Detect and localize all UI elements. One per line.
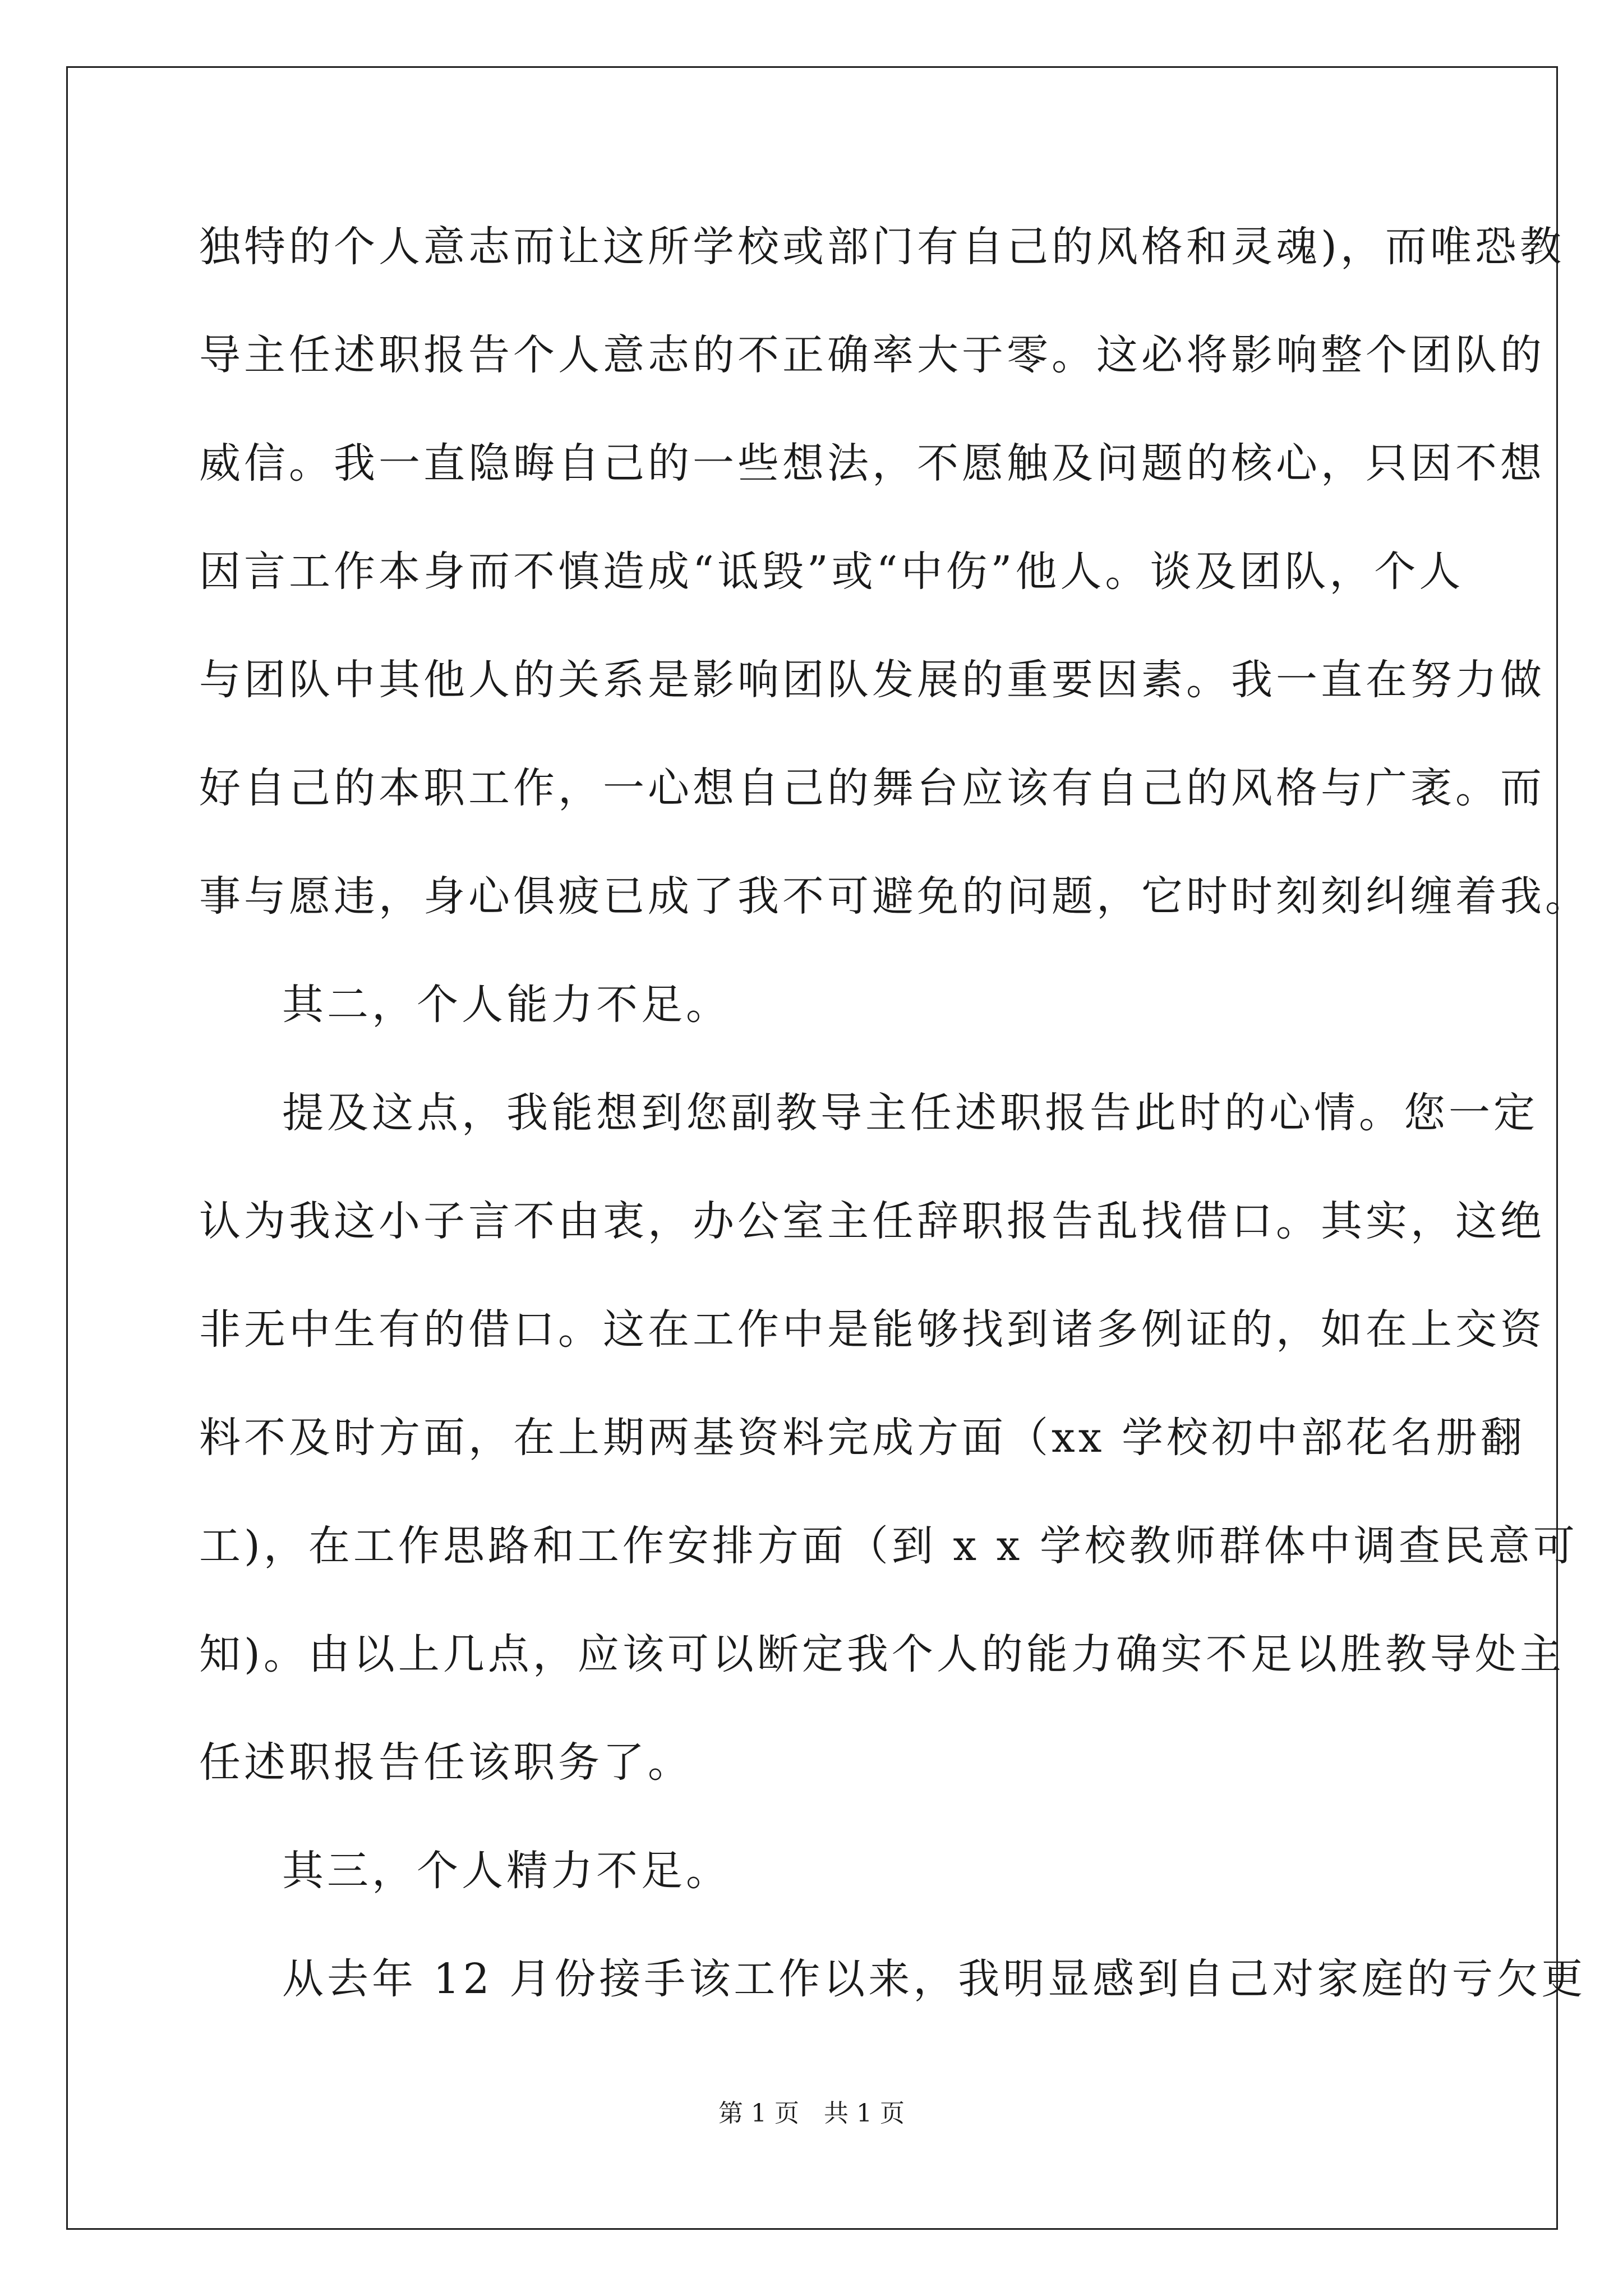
section-heading: 其二，个人能力不足。 [282,981,731,1029]
text-line: 知)。由以上几点，应该可以断定我个人的能力确实不足以胜教导处主 [199,1630,1565,1678]
section-heading: 其三，个人精力不足。 [282,1847,731,1895]
text-line: 导主任述职报告个人意志的不正确率大于零。这必将影响整个团队的 [199,331,1545,379]
page-total: 共 1 页 [824,2099,905,2128]
text-line: 因言工作本身而不慎造成“诋毁”或“中伤”他人。谈及团队，个人 [199,547,1464,596]
paragraph-start: 从去年 12 月份接手该工作以来，我明显感到自己对家庭的亏欠更 [282,1955,1587,2003]
text-line: 任述职报告任该职务了。 [199,1738,693,1787]
text-line: 工)，在工作思路和工作安排方面（到 x x 学校教师群体中调查民意可 [199,1522,1578,1570]
page-footer [0,2097,1623,2131]
text-line: 好自己的本职工作，一心想自己的舞台应该有自己的风格与广袤。而 [199,764,1545,812]
text-line: 料不及时方面，在上期两基资料完成方面（xx 学校初中部花名册翻 [199,1414,1525,1462]
text-line: 认为我这小子言不由衷，办公室主任辞职报告乱找借口。其实，这绝 [199,1197,1545,1245]
text-line: 事与愿违，身心俱疲已成了我不可避免的问题，它时时刻刻纠缠着我。 [199,872,1590,921]
paragraph-start: 提及这点，我能想到您副教导主任述职报告此时的心情。您一定 [282,1089,1538,1137]
text-line: 威信。我一直隐晦自己的一些想法，不愿触及问题的核心，只因不想 [199,439,1545,487]
text-line: 与团队中其他人的关系是影响团队发展的重要因素。我一直在努力做 [199,656,1545,704]
page-number: 第 1 页 [718,2099,799,2128]
text-line: 非无中生有的借口。这在工作中是能够找到诸多例证的，如在上交资 [199,1305,1545,1354]
text-line: 独特的个人意志而让这所学校或部门有自己的风格和灵魂)，而唯恐教 [199,223,1565,271]
page-border [66,66,1558,2230]
